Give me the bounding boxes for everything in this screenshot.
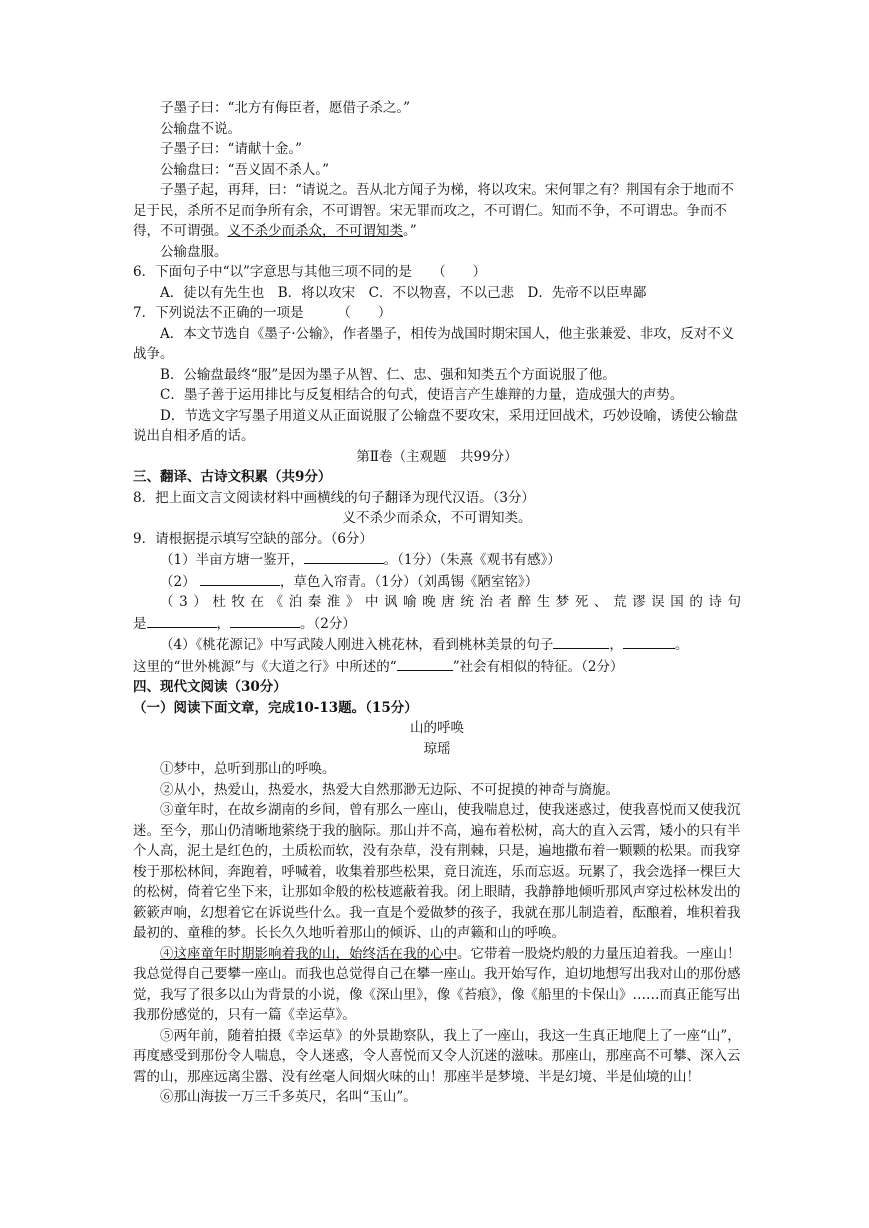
passage-line: 公输盘曰：“吾义固不杀人。” xyxy=(160,161,330,178)
article-text: 。它带着一股烧灼般的力量压迫着我。一座山！我总觉得自己要攀一座山。而我也总觉得自己在攀一座山。我开始写作，迫切地想写出我对山的那份感觉，我写了很多以山为背景的小说，像《深山里》，像《苔痕》，像《船里的卡保山》……而真正能写出我那份感觉的，只有一篇《幸运草》。 xyxy=(133,945,741,1023)
article-paragraph: ⑤两年前，随着拍摄《幸运草》的外景勘察队，我上了一座山，我这一生真正地爬上了一座“山”，再度感受到那份令人喘息，令人迷惑，令人喜悦而又令人沉迷的滋味。那座山，那座高不可攀、深入云霄的山，那座远离尘嚣、没有丝毫人间烟火味的山！那座半是梦境、半是幻境、半是仙境的山！ xyxy=(133,1027,741,1085)
passage-line: 子墨子曰：“北方有侮臣者，愿借子杀之。” xyxy=(160,100,411,116)
answer-blank[interactable] xyxy=(304,549,384,564)
question-7-option-a: A．本文节选自《墨子·公输》，作者墨子，相传为战国时期宋国人，他主张兼爱、非攻，反对不义战争。 xyxy=(133,325,735,362)
passage-line: 公输盘服。 xyxy=(160,243,228,260)
article-paragraph: ⑥那山海拔一万三千多英尺，名叫“玉山”。 xyxy=(160,1089,417,1105)
question-9: 9．请根据提示填写空缺的部分。（6分） xyxy=(133,530,373,547)
q9-3-text: 是 xyxy=(133,615,147,632)
passage-text: 子墨子起，再拜，曰：“请说之。吾从北方闻子为梯，将以攻宋。宋何罪之有？荆国有余于地而不足于民，杀所不足而争所有余，不可谓智。宋无罪而攻之，不可谓仁。知而不争，不可谓忠。争而不得，不可谓强。 xyxy=(133,182,734,239)
article-author: 琼瑶 xyxy=(423,740,451,757)
passage-paragraph xyxy=(133,180,741,242)
question-7-option-b: B．公输盘最终“服”是因为墨子从智、仁、忠、强和知类五个方面说服了他。 xyxy=(160,366,616,383)
q9-4-note: ”社会有相似的特征。（2分） xyxy=(452,658,624,675)
q9-2-note: ，草色入帘青。（1分）（刘禹锡《陋室铭》） xyxy=(279,573,539,590)
question-8-sentence: 义不杀少而杀众，不可谓知类。 xyxy=(342,510,532,526)
answer-blank[interactable] xyxy=(230,613,300,628)
question-7-option-c: C．墨子善于运用排比与反复相结合的句式，使语言产生雄辩的力量，造成强大的声势。 xyxy=(160,387,684,403)
question-7-stem: 7．下列说法不正确的一项是 （ ） xyxy=(133,305,392,321)
q9-3-comma: ， xyxy=(216,615,230,632)
q9-2-text: （2） xyxy=(160,573,196,590)
question-9-3: （3）杜牧在《泊秦淮》中讽喻晚唐统治者醉生梦死、荒谬误国的诗句 xyxy=(160,594,741,610)
question-6-stem: 6．下面句子中“以”字意思与其他三项不同的是 （ ） xyxy=(133,264,487,280)
part2-title: 第Ⅱ卷（主观题 共99分） xyxy=(356,448,518,465)
answer-blank[interactable] xyxy=(397,656,453,671)
passage-line: 公输盘不说。 xyxy=(160,120,241,137)
article-paragraph: ②从小，热爱山，热爱水，热爱大自然那渺无边际、不可捉摸的神奇与旖旎。 xyxy=(160,781,619,798)
question-7-option-d: D．节选文字写墨子用道义从正面说服了公输盘不要攻宋，采用迂回战术，巧妙设喻，诱使公输盘说出自相矛盾的话。 xyxy=(133,407,738,444)
question-9-1 xyxy=(133,549,741,571)
section-4-sub-1: （一）阅读下面文章，完成10-13题。（15分） xyxy=(133,699,418,716)
question-9-2 xyxy=(133,571,741,593)
underlined-sentence: ④这座童年时期影响着我的山，始终活在我的心中 xyxy=(160,945,457,962)
article-paragraph: ①梦中，总听到那山的呼唤。 xyxy=(160,761,336,777)
question-8: 8．把上面文言文阅读材料中画横线的句子翻译为现代汉语。（3分） xyxy=(133,489,535,506)
question-9-4 xyxy=(133,634,741,656)
answer-blank[interactable] xyxy=(147,613,217,628)
q9-1-text: （1）半亩方塘一鉴开， xyxy=(160,552,304,568)
article-paragraph: ③童年时，在故乡湖南的乡间，曾有那么一座山，使我喘息过，使我迷惑过，使我喜悦而又使我沉迷。至今，那山仍清晰地萦绕于我的脑际。那山并不高，遍布着松树，高大的直入云霄，矮小的只有半个人高，泥土是红色的，土质松而软，没有杂草，没有荆棘，只是，遍地撒布着一颗颗的松果。而我穿梭于那松林间，奔跑着，呼喊着，收集着那些松果，竟日流连，乐而忘返。玩累了，我会选择一棵巨大的松树，倚着它坐下来，让那如伞般的松枝遮蔽着我。闭上眼睛，我静静地倾听那风声穿过松林发出的簌簌声响，幻想着它在诉说些什么。我一直是个爱做梦的孩子，我就在那儿制造着，酝酿着，堆积着我最初的、童稚的梦。长长久久地听着那山的倾诉、山的声籁和山的呼唤。 xyxy=(133,802,741,941)
question-9-4-cont xyxy=(133,656,741,678)
answer-blank[interactable] xyxy=(200,571,280,586)
q9-4-comma: ， xyxy=(609,637,623,653)
article-paragraph xyxy=(133,944,741,1026)
q9-4-text: 这里的“世外桃源”与《大道之行》中所述的“ xyxy=(133,658,397,675)
passage-line: 子墨子曰：“请献十金。” xyxy=(160,141,303,157)
q9-3-note: 。（2分） xyxy=(300,615,356,632)
exam-page xyxy=(133,98,741,1108)
section-4-title: 四、现代文阅读（30分） xyxy=(133,679,287,695)
section-3-title: 三、翻译、古诗文积累（共9分） xyxy=(133,469,332,485)
question-6-options: A．徒以有先生也 B．将以攻宋 C．不以物喜，不以己悲 D．先帝不以臣卑鄙 xyxy=(160,284,647,301)
underlined-sentence: 义不杀少而杀众，不可谓知类 xyxy=(227,223,403,239)
passage-text: 。” xyxy=(403,223,417,239)
answer-blank[interactable] xyxy=(553,634,609,649)
article-title: 山的呼唤 xyxy=(410,720,464,736)
q9-4-period: 。 xyxy=(674,637,689,653)
answer-blank[interactable] xyxy=(623,634,675,649)
question-9-3-cont xyxy=(133,613,741,635)
q9-4-text: （4）《桃花源记》中写武陵人刚进入桃花林，看到桃林美景的句子 xyxy=(160,637,554,653)
q9-1-note: 。（1分）（朱熹《观书有感》） xyxy=(383,552,561,568)
